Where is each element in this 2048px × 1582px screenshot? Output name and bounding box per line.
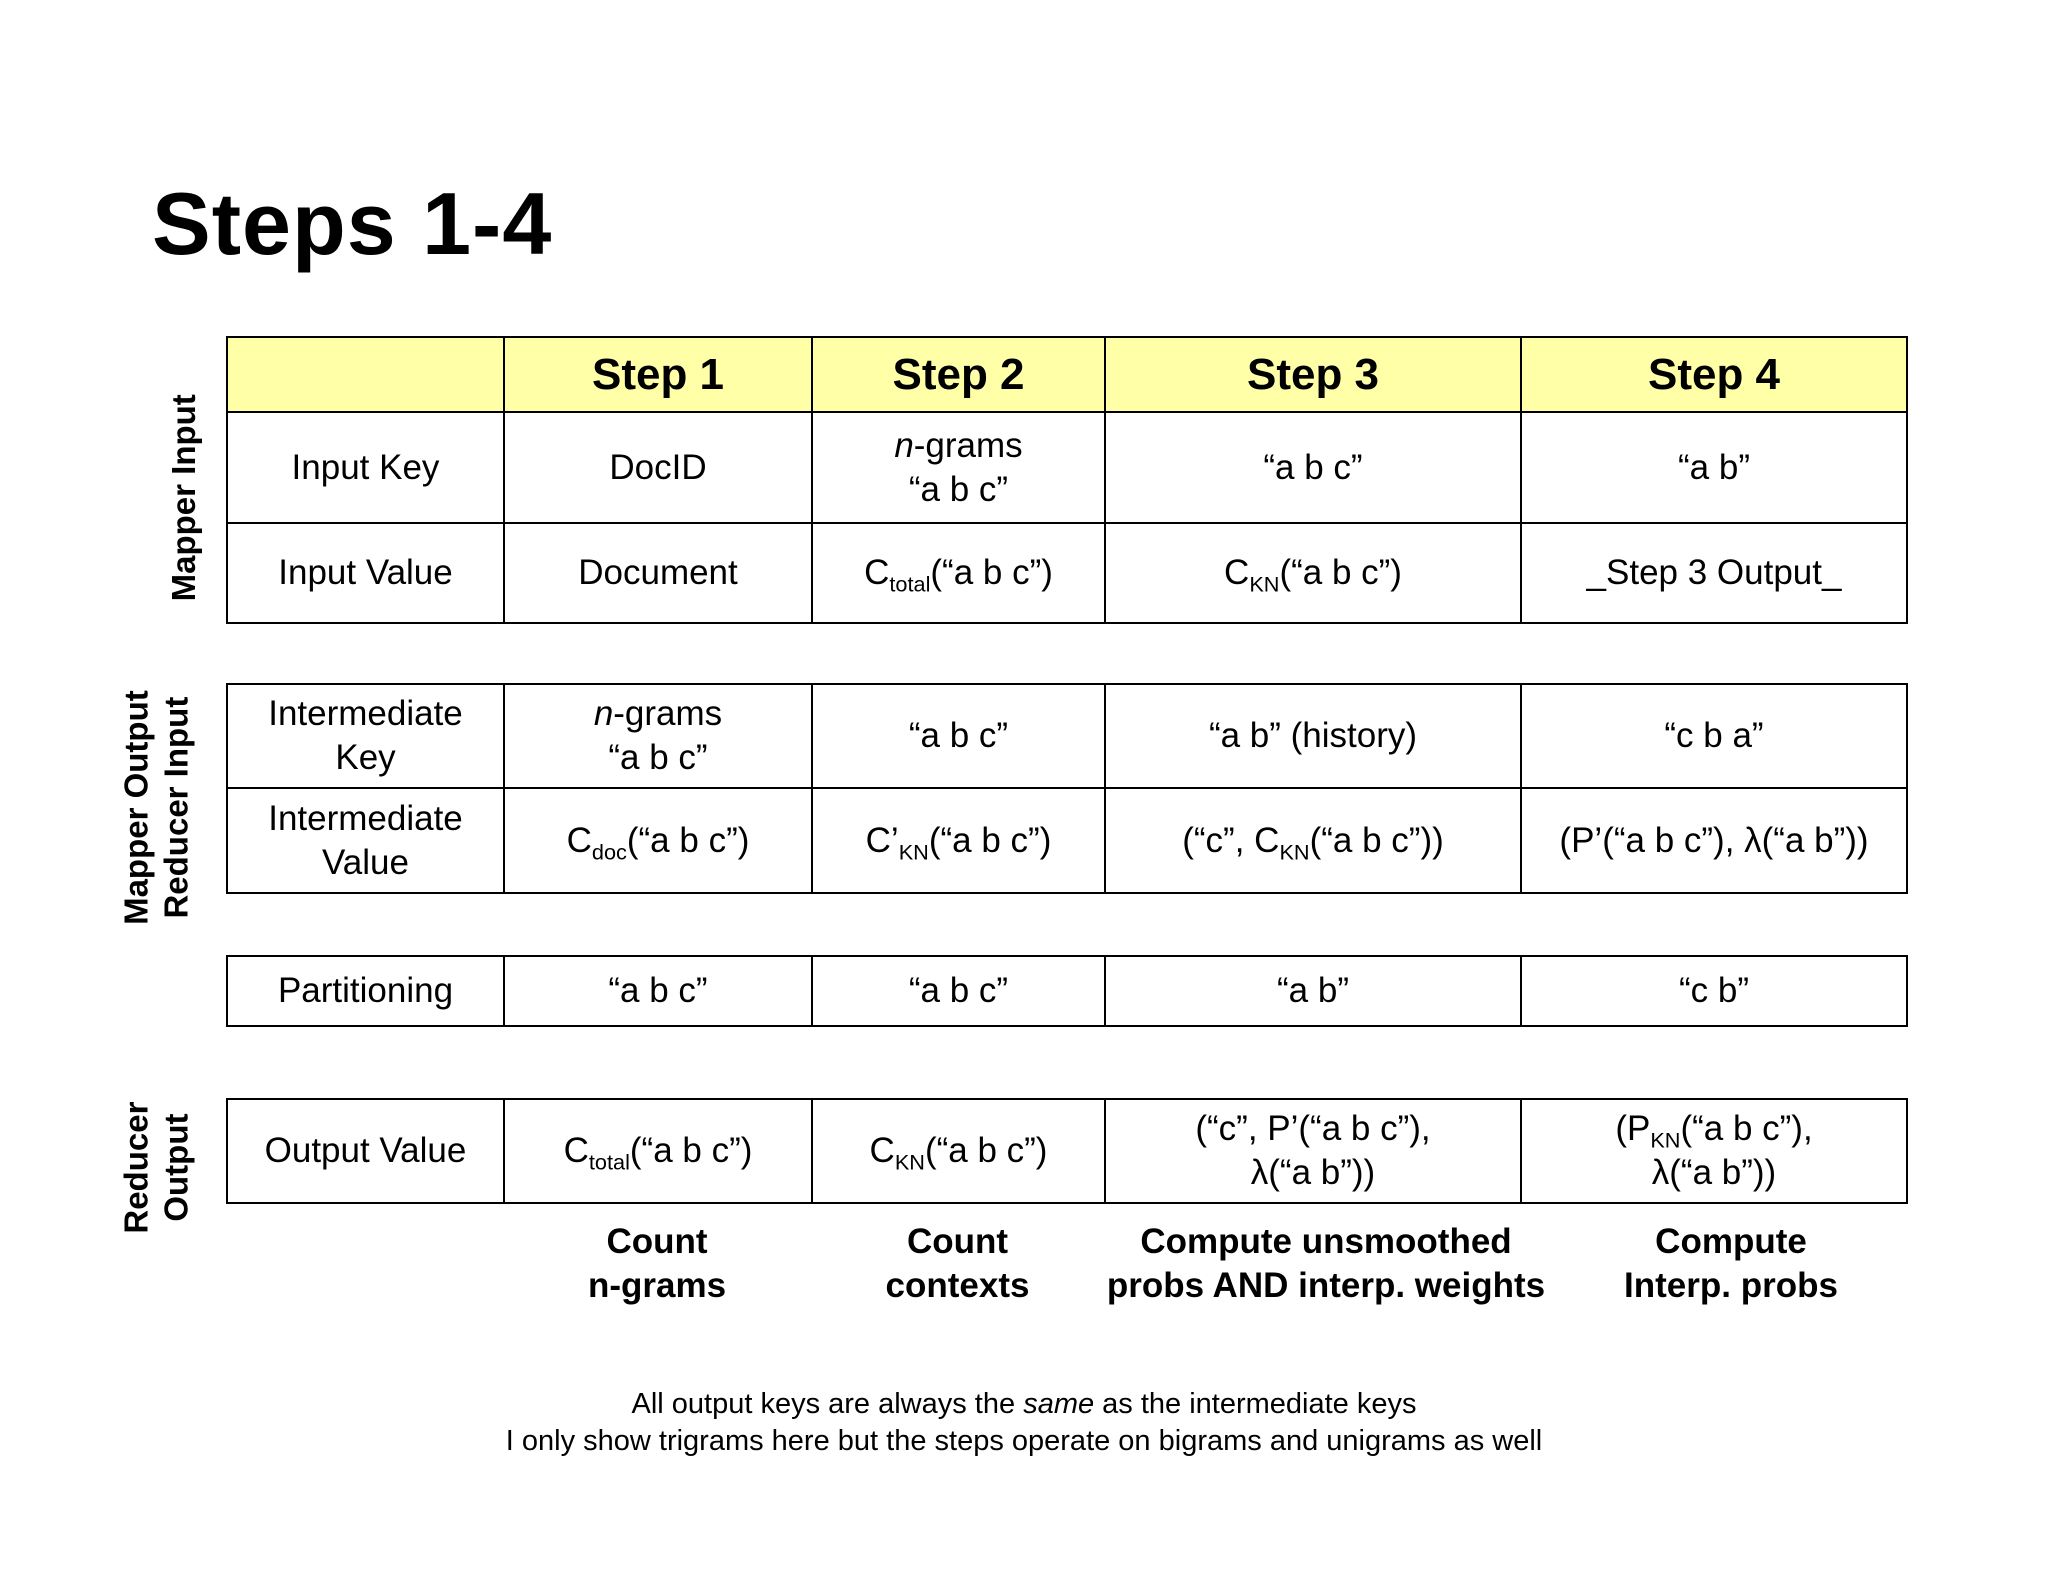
- cell-text: (“a b c”): [930, 553, 1053, 593]
- intermediate-table: [226, 683, 1908, 894]
- row-label-partitioning: Partitioning: [227, 956, 504, 1026]
- cell-text: (“a b c”): [1279, 553, 1402, 593]
- input-value-step-3: [1105, 523, 1521, 623]
- side-label-reducer-input: Reducer Input: [157, 696, 194, 919]
- side-label-mapper-output: Mapper Output: [117, 690, 155, 925]
- description-text: Compute: [1655, 1222, 1807, 1261]
- header-step-1: Step 1: [504, 337, 812, 412]
- cell-text: C’: [865, 820, 899, 860]
- description-text: Count: [906, 1222, 1009, 1261]
- cell-text: C: [566, 820, 592, 860]
- partitioning-step-4: “c b”: [1521, 956, 1907, 1026]
- cell-text: “a b c”: [908, 469, 1009, 509]
- note-emphasis: same: [1023, 1388, 1095, 1420]
- partitioning-row: [227, 956, 1907, 1026]
- description-text: Interp. probs: [1624, 1265, 1838, 1305]
- cell-text: λ(“a b”)): [1250, 1153, 1376, 1192]
- input-key-step-4: “a b”: [1521, 412, 1907, 523]
- intermediate-value-step-2: [812, 788, 1105, 893]
- note-text: as the intermediate keys: [1094, 1388, 1417, 1420]
- side-label-output: Output: [157, 1113, 194, 1222]
- description-text: contexts: [885, 1265, 1030, 1305]
- partitioning-table: [226, 955, 1908, 1027]
- row-label-intermediate-value: [227, 788, 504, 893]
- intermediate-value-step-1: [504, 788, 812, 893]
- side-label-reducer: Reducer: [117, 1101, 155, 1234]
- label-text: Value: [322, 842, 409, 882]
- cell-text: (P: [1615, 1109, 1651, 1149]
- side-label-reducer-output: [116, 1093, 195, 1243]
- header-step-4: Step 4: [1521, 337, 1907, 412]
- step-2-description: [811, 1220, 1104, 1308]
- subscript: doc: [591, 839, 627, 865]
- page-title: Steps 1-4: [152, 174, 553, 273]
- input-key-step-1: DocID: [504, 412, 812, 523]
- row-label-intermediate-key: [227, 684, 504, 788]
- italic-n: n: [593, 694, 614, 734]
- input-value-step-4: _Step 3 Output_: [1521, 523, 1907, 623]
- input-key-step-2: [812, 412, 1105, 523]
- note-line-1: [0, 1388, 2048, 1421]
- row-label-output-value: Output Value: [227, 1099, 504, 1203]
- input-value-row: [227, 523, 1907, 623]
- cell-text: (“a b c”),: [1680, 1109, 1813, 1149]
- subscript: KN: [1249, 571, 1280, 597]
- intermediate-value-row: [227, 788, 1907, 893]
- cell-text: (“c”, P’(“a b c”),: [1195, 1109, 1431, 1149]
- cell-text: (“a b c”): [928, 820, 1052, 860]
- description-text: Count: [606, 1222, 708, 1261]
- output-value-step-2: [812, 1099, 1105, 1203]
- cell-text: C: [563, 1131, 589, 1171]
- cell-text: -grams: [913, 425, 1023, 465]
- input-key-row: [227, 412, 1907, 523]
- header-empty-cell: [227, 337, 504, 412]
- intermediate-key-step-2: “a b c”: [812, 684, 1105, 788]
- cell-text: C: [1224, 553, 1250, 593]
- intermediate-value-step-3: [1105, 788, 1521, 893]
- cell-text: (“a b c”)): [1309, 820, 1444, 860]
- cell-text: (“a b c”): [626, 820, 750, 860]
- label-text: Intermediate: [268, 694, 463, 734]
- side-label-text: Mapper Input: [165, 394, 203, 602]
- side-label-mapper-output-reducer-input: [116, 688, 195, 928]
- label-text: Key: [335, 738, 396, 777]
- output-value-step-3: [1105, 1099, 1521, 1203]
- intermediate-key-step-3: “a b” (history): [1105, 684, 1521, 788]
- intermediate-key-step-4: “c b a”: [1521, 684, 1907, 788]
- note-line-2: I only show trigrams here but the steps operate on bigrams and unigrams as well: [505, 1425, 1543, 1457]
- subscript: KN: [894, 1149, 925, 1175]
- output-value-step-1: [504, 1099, 812, 1203]
- output-value-row: [227, 1099, 1907, 1203]
- cell-text: -grams: [613, 694, 723, 734]
- cell-text: λ(“a b”)): [1651, 1153, 1777, 1192]
- label-text: Intermediate: [268, 798, 463, 838]
- subscript: total: [889, 571, 931, 597]
- step-4-description: [1543, 1220, 1919, 1308]
- cell-text: (“a b c”): [629, 1131, 753, 1171]
- header-row: [227, 337, 1907, 412]
- subscript: KN: [898, 839, 929, 865]
- row-label-input-key: Input Key: [227, 412, 504, 523]
- header-step-2: Step 2: [812, 337, 1105, 412]
- cell-text: C: [864, 553, 890, 593]
- header-step-3: Step 3: [1105, 337, 1521, 412]
- output-value-step-4: [1521, 1099, 1907, 1203]
- intermediate-key-step-1: [504, 684, 812, 788]
- intermediate-value-step-4: (P’(“a b c”), λ(“a b”)): [1521, 788, 1907, 893]
- subscript: total: [588, 1149, 630, 1175]
- intermediate-key-row: [227, 684, 1907, 788]
- row-label-input-value: Input Value: [227, 523, 504, 623]
- cell-text: (“a b c”): [924, 1131, 1048, 1171]
- step-1-description: [503, 1220, 811, 1308]
- subscript: KN: [1650, 1127, 1681, 1153]
- cell-text: C: [869, 1131, 895, 1171]
- partitioning-step-2: “a b c”: [812, 956, 1105, 1026]
- step-3-description: [1084, 1220, 1568, 1308]
- cell-text: “a b c”: [608, 738, 708, 777]
- note-text: All output keys are always the: [631, 1388, 1024, 1420]
- cell-text: (“c”, C: [1182, 820, 1280, 860]
- partitioning-step-1: “a b c”: [504, 956, 812, 1026]
- reducer-output-table: [226, 1098, 1908, 1204]
- input-value-step-2: [812, 523, 1105, 623]
- subscript: KN: [1279, 839, 1310, 865]
- description-text: n-grams: [587, 1265, 727, 1305]
- description-text: Compute unsmoothed: [1140, 1222, 1512, 1261]
- side-label-mapper-input: [164, 338, 204, 658]
- italic-n: n: [894, 425, 914, 465]
- description-text: probs AND interp. weights: [1106, 1265, 1546, 1305]
- partitioning-step-3: “a b”: [1105, 956, 1521, 1026]
- mapper-input-table: [226, 336, 1908, 624]
- input-key-step-3: “a b c”: [1105, 412, 1521, 523]
- input-value-step-1: Document: [504, 523, 812, 623]
